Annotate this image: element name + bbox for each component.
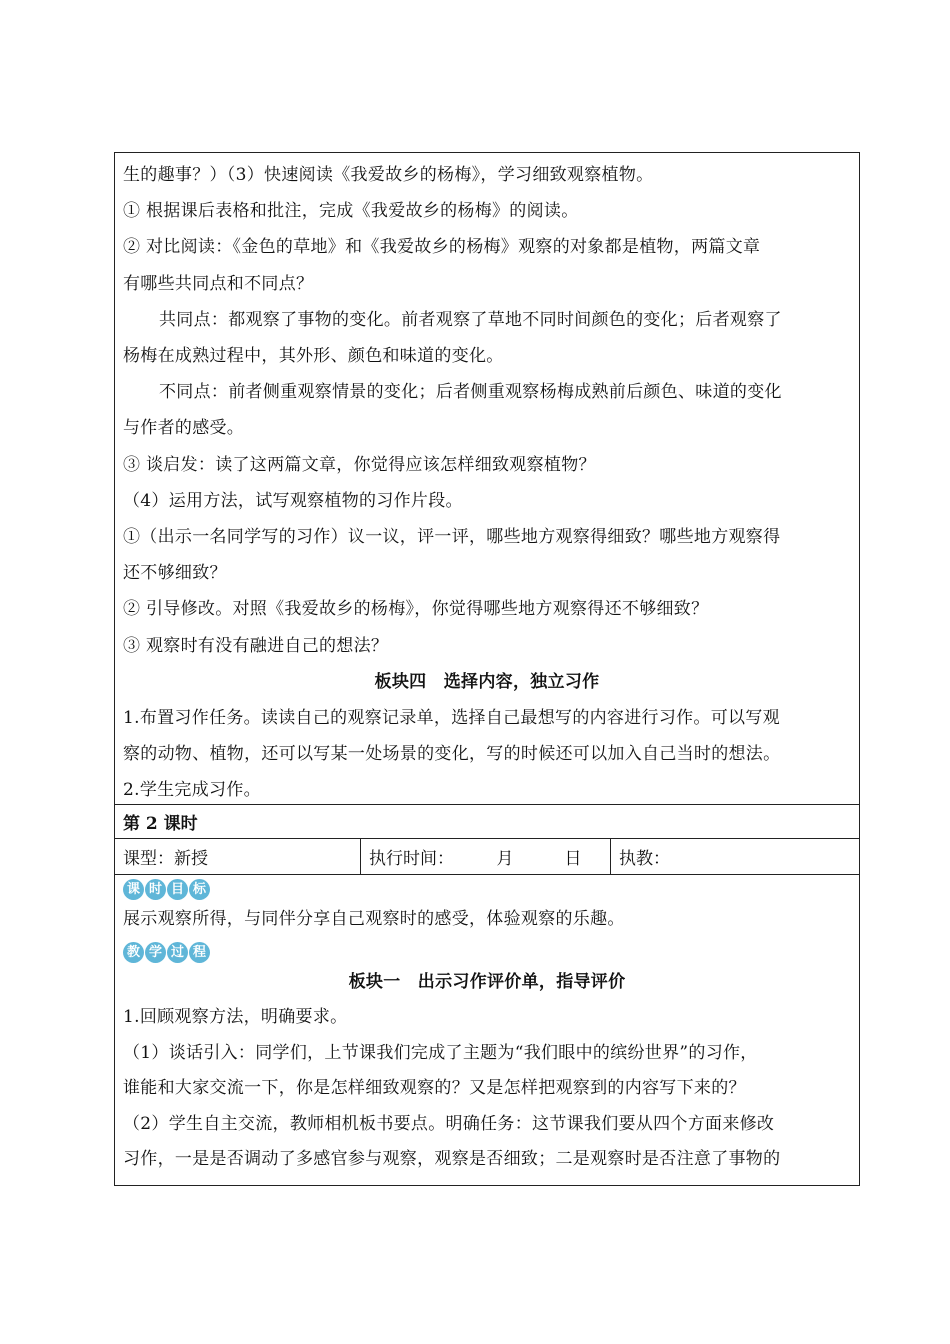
text-line: ③ 谈启发：读了这两篇文章，你觉得应该怎样细致观察植物？ <box>123 454 596 475</box>
badge-char: 学 <box>145 942 166 963</box>
text-line: 察的动物、植物，还可以写某一处场景的变化，写的时候还可以加入自己当时的想法。 <box>123 744 781 765</box>
execution-time-label: 执行时间： 月 日 <box>369 849 582 869</box>
badge-char: 过 <box>167 942 188 963</box>
badge-char: 时 <box>145 879 166 900</box>
badge-char: 标 <box>189 879 210 900</box>
lesson-content-box <box>114 152 860 805</box>
block1-heading: 板块一 出示习作评价单，指导评价 <box>348 971 626 992</box>
text-line: 生的趣事？）（3）快速阅读《我爱故乡的杨梅》，学习细致观察植物。 <box>123 165 654 185</box>
text-line: 谁能和大家交流一下，你是怎样细致观察的？又是怎样把观察到的内容写下来的？ <box>123 1078 746 1098</box>
badge-char: 程 <box>189 942 210 963</box>
text-line: 1.布置习作任务。读读自己的观察记录单，选择自己最想写的内容进行习作。可以写观 <box>123 708 780 729</box>
lesson2-content-box <box>114 875 860 1186</box>
text-line: ① 根据课后表格和批注，完成《我爱故乡的杨梅》的阅读。 <box>123 201 579 222</box>
teacher-cell <box>611 839 859 874</box>
text-line: （4）运用方法，试写观察植物的习作片段。 <box>123 490 463 511</box>
text-line: 杨梅在成熟过程中，其外形、颜色和味道的变化。 <box>123 346 504 367</box>
text-line: （2）学生自主交流，教师相机板书要点。明确任务：这节课我们要从四个方面来修改 <box>123 1113 775 1134</box>
lesson2-info-row <box>114 839 860 875</box>
text-line: 1.回顾观察方法，明确要求。 <box>123 1007 348 1027</box>
badge-char: 教 <box>123 942 144 963</box>
text-line: 有哪些共同点和不同点？ <box>123 273 314 294</box>
teacher-label: 执教： <box>619 849 670 869</box>
execution-time-cell <box>361 839 611 874</box>
lesson-type-label: 课型：新授 <box>123 849 208 869</box>
teaching-process-badge <box>123 942 210 963</box>
text-line: ② 引导修改。对照《我爱故乡的杨梅》，你觉得哪些地方观察得还不够细致？ <box>123 599 709 620</box>
lesson-type-cell <box>115 839 361 874</box>
text-line: 习作，一是是否调动了多感官参与观察，观察是否细致；二是观察时是否注意了事物的 <box>123 1149 781 1169</box>
badge-char: 目 <box>167 879 188 900</box>
lesson-goal-badge <box>123 879 210 900</box>
badge-char: 课 <box>123 879 144 900</box>
lesson2-title: 第 2 课时 <box>123 814 198 834</box>
text-line: 共同点：都观察了事物的变化。前者观察了草地不同时间颜色的变化；后者观察了 <box>159 309 782 330</box>
lesson2-header <box>114 805 860 839</box>
lesson-plan-sheet <box>114 152 860 1186</box>
goal-text: 展示观察所得，与同伴分享自己观察时的感受，体验观察的乐趣。 <box>123 909 625 929</box>
text-line: ①（出示一名同学写的习作）议一议，评一评，哪些地方观察得细致？哪些地方观察得 <box>123 527 781 548</box>
text-line: 不同点：前者侧重观察情景的变化；后者侧重观察杨梅成熟前后颜色、味道的变化 <box>159 382 782 403</box>
block4-heading: 板块四 选择内容，独立习作 <box>374 671 600 692</box>
text-line: 还不够细致？ <box>123 563 227 584</box>
text-line: ② 对比阅读：《金色的草地》和《我爱故乡的杨梅》观察的对象都是植物，两篇文章 <box>123 237 761 258</box>
text-line: （1）谈话引入：同学们，上节课我们完成了主题为“我们眼中的缤纷世界”的习作， <box>123 1042 758 1063</box>
text-line: ③ 观察时有没有融进自己的想法？ <box>123 635 389 656</box>
text-line: 2.学生完成习作。 <box>123 780 261 801</box>
text-line: 与作者的感受。 <box>123 418 245 439</box>
